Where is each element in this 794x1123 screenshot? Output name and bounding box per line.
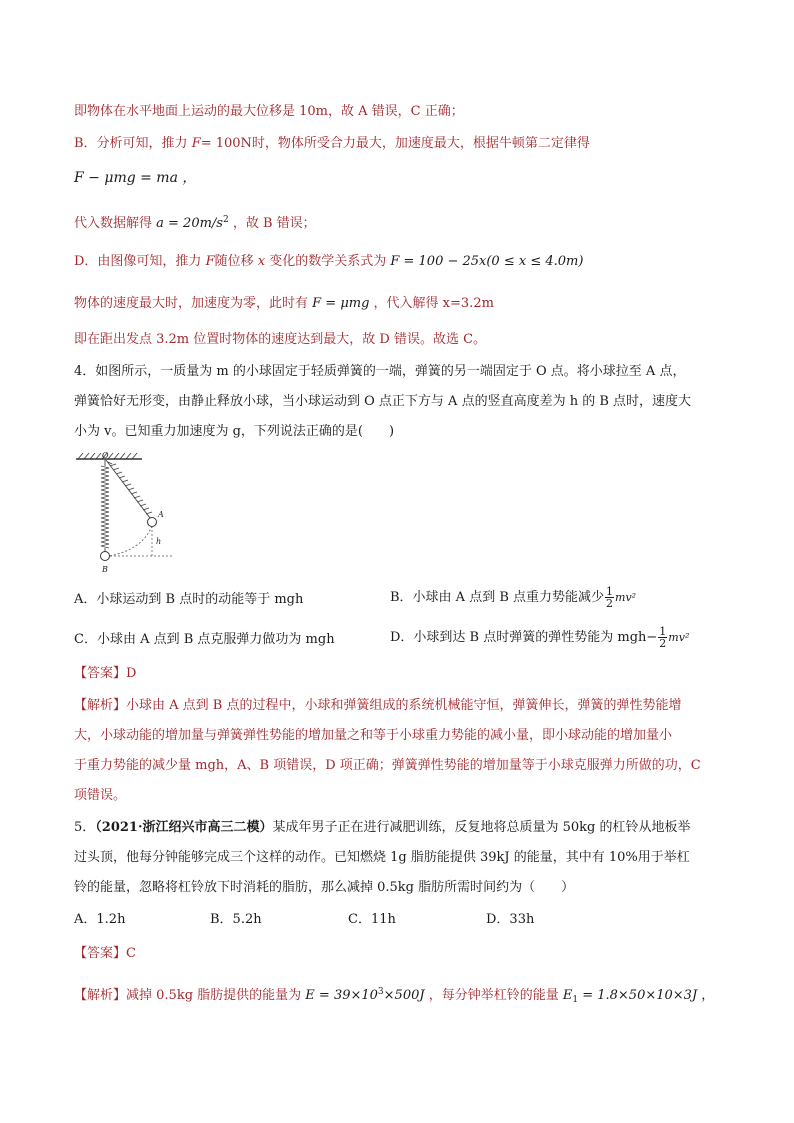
q5-option-a[interactable]: A．1.2h: [74, 912, 126, 927]
label-B: B: [102, 565, 108, 574]
label-A: A: [158, 510, 164, 519]
text: 代入数据解得: [74, 216, 157, 231]
math-acceleration: $a = 20m/s^2$: [156, 215, 229, 231]
q4-answer: [74, 664, 136, 684]
answer-value: C: [126, 946, 136, 961]
q4-stem-line-2: 弹簧恰好无形变，由静止释放小球，当小球运动到 O 点正下方与 A 点的竖直高度差为 h 的 B 点时，速度大: [74, 394, 692, 409]
math-friction: F = μmg: [312, 296, 370, 311]
text: ，代入解得 x=3.2m: [369, 296, 494, 311]
math-energy: $E = 39\times 10^3\times 500J$: [305, 987, 425, 1003]
text: 某成年男子正在进行减肥训练，反复地将总质量为 50kg 的杠铃从地板举: [272, 820, 691, 835]
explanation-tag: 【解析】: [74, 988, 127, 1003]
q5-option-c[interactable]: C．11h: [348, 912, 396, 927]
q4-option-b[interactable]: [390, 586, 636, 609]
text: ，每分钟举杠铃的能量: [424, 988, 563, 1003]
label-O: O: [102, 452, 109, 460]
question-source: （2021·浙江绍兴市高三二模）: [95, 820, 273, 835]
math-F: F: [191, 136, 201, 151]
answer-tag: 【答案】: [74, 666, 127, 681]
q4-option-a[interactable]: A．小球运动到 B 点时的动能等于 mgh: [74, 592, 304, 607]
q5-stem-line-2: 过头顶，他每分钟能够完成三个这样的动作。已知燃烧 1g 脂肪能提供 39kJ 的能量，其中有 10%用于举杠: [74, 850, 690, 865]
q4-explanation-line-4: 项错误。: [74, 788, 127, 803]
explanation-tag: 【解析】: [74, 698, 127, 713]
text: ，故 B 错误；: [228, 216, 316, 231]
q4-explanation-line-1: [74, 696, 682, 716]
q5-stem-line-3: 铃的能量，忽略将杠铃放下时消耗的脂肪，那么减掉 0.5kg 脂肪所需时间约为（ ）: [74, 880, 575, 895]
text: D．小球到达 B 点时弹簧的弹性势能为 mgh−: [390, 630, 658, 645]
q5-answer: [74, 944, 136, 964]
q4-option-d[interactable]: [390, 626, 689, 649]
text: 小球由 A 点到 B 点的过程中，小球和弹簧组成的系统机械能守恒，弹簧伸长，弹簧的弹性势能增: [126, 698, 682, 713]
solution-line-4: [74, 210, 316, 234]
solution-line-2: [74, 134, 590, 154]
text: ，: [697, 988, 715, 1003]
math-mv2: mv²: [668, 631, 690, 644]
q5-explanation-line-1: [74, 982, 714, 1010]
text: 减掉 0.5kg 脂肪提供的能量为: [126, 988, 306, 1003]
text: B．分析可知，推力: [74, 136, 192, 151]
math-mv2: mv²: [615, 591, 637, 604]
text: = 100N时，物体所受合力最大，加速度最大，根据牛顿第二定律得: [200, 136, 590, 151]
answer-tag: 【答案】: [74, 946, 127, 961]
q4-option-c[interactable]: C．小球由 A 点到 B 点克服弹力做功为 mgh: [74, 632, 335, 647]
text: D．由图像可知，推力: [74, 254, 206, 269]
solution-line-6: [74, 294, 494, 314]
solution-line-5: [74, 252, 583, 272]
equation-newton: F − μmg = ma ，: [74, 170, 197, 186]
solution-line-1: 即物体在水平地面上运动的最大位移是 10m，故 A 错误，C 正确；: [74, 104, 464, 119]
math-energy-per-minute: $E_1 = 1.8\times 50\times 10\times 3J$: [562, 988, 698, 1005]
text: B．小球由 A 点到 B 点重力势能减少: [390, 590, 605, 605]
text: 变化的数学关系式为: [265, 254, 391, 269]
q4-stem-line-1: 4．如图所示，一质量为 m 的小球固定于轻质弹簧的一端，弹簧的另一端固定于 O 点。将小球拉至 A 点，: [74, 364, 686, 379]
solution-line-7: 即在距出发点 3.2m 位置时物体的速度达到最大，故 D 错误。故选 C。: [74, 332, 487, 347]
math-F: F: [205, 254, 215, 269]
text: 随位移: [214, 254, 258, 269]
question-number: 5．: [74, 820, 96, 835]
q4-explanation-line-3: 于重力势能的减少量 mgh，A、B 项错误，D 项正确；弹簧弹性势能的增加量等于小球克服弹力所做的功，C: [74, 758, 701, 773]
label-h: h: [156, 537, 162, 546]
fraction-half: $\frac{1}{2}$: [659, 625, 667, 650]
math-x: x: [257, 254, 266, 269]
answer-value: D: [126, 666, 137, 681]
q4-explanation-line-2: 大，小球动能的增加量与弹簧弹性势能的增加量之和等于小球重力势能的减小量，即小球动能的增加量小: [74, 728, 673, 743]
spring-pendulum-figure: [72, 452, 182, 578]
q4-stem-line-3: 小为 v。已知重力加速度为 g，下列说法正确的是( ): [74, 424, 395, 439]
q5-option-d[interactable]: D．33h: [486, 912, 535, 927]
q5-option-b[interactable]: B．5.2h: [210, 912, 262, 927]
text: 物体的速度最大时，加速度为零，此时有: [74, 296, 313, 311]
q5-stem-line-1: [74, 818, 691, 838]
math-force-relation: F = 100 − 25x(0 ≤ x ≤ 4.0m): [390, 254, 584, 269]
fraction-half: $\frac{1}{2}$: [606, 585, 614, 610]
